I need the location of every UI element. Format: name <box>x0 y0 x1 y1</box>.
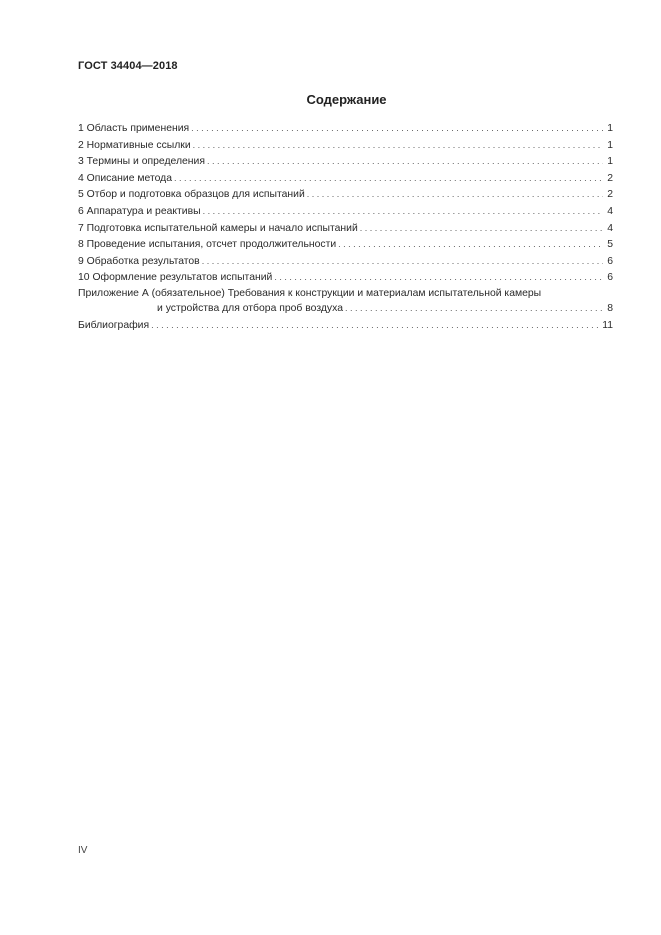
dot-leader <box>202 253 603 270</box>
toc-title: Содержание <box>306 92 387 107</box>
toc-entry-label: 3 Термины и определения <box>78 156 205 168</box>
toc-entry-label: 8 Проведение испытания, отсчет продолжительности <box>78 239 337 251</box>
toc-entry-label: 10 Оформление результатов испытаний <box>78 272 273 284</box>
toc-entry-label: 1 Область применения <box>78 123 190 134</box>
dot-leader <box>203 203 603 220</box>
toc-entry-chamber-preparation[interactable] <box>78 220 613 237</box>
toc-entry-results-processing[interactable] <box>78 253 613 270</box>
toc-entry-page: 8 <box>607 302 613 314</box>
page-number: IV <box>78 845 88 856</box>
toc-entry-scope[interactable] <box>78 120 613 137</box>
toc-entry-apparatus[interactable] <box>78 203 613 220</box>
toc-entry-method[interactable] <box>78 170 613 187</box>
dot-leader <box>151 317 600 334</box>
toc-entry-page: 4 <box>607 222 613 234</box>
toc-entry-label: 4 Описание метода <box>78 172 172 184</box>
toc-entry-appendix-a[interactable] <box>78 286 613 317</box>
toc-entry-test-procedure[interactable] <box>78 236 613 253</box>
toc-entry-normative-references[interactable] <box>78 137 613 154</box>
dot-leader <box>191 120 603 137</box>
toc-entry-label: 2 Нормативные ссылки <box>78 139 191 151</box>
toc-entry-page: 1 <box>607 123 613 134</box>
toc-entry-page: 6 <box>607 255 613 267</box>
toc-entry-results-reporting[interactable] <box>78 269 613 286</box>
toc-entry-page: 1 <box>607 139 613 151</box>
document-code: ГОСТ 34404—2018 <box>78 60 178 72</box>
toc-entry-bibliography[interactable] <box>78 317 613 334</box>
toc-entry-label-continued: и устройства для отбора проб воздуха <box>157 302 343 314</box>
dot-leader <box>307 186 603 203</box>
appendix-second-line <box>78 301 613 317</box>
table-of-contents <box>78 120 613 334</box>
dot-leader <box>207 153 603 170</box>
toc-entry-page: 2 <box>607 189 613 201</box>
toc-entry-page: 11 <box>602 319 613 331</box>
dot-leader <box>345 301 603 316</box>
toc-entry-page: 2 <box>607 172 613 184</box>
toc-entry-label: 6 Аппаратура и реактивы <box>78 205 201 217</box>
dot-leader <box>360 220 603 237</box>
appendix-first-line <box>78 286 613 301</box>
toc-entry-label: Библиография <box>78 319 150 331</box>
dot-leader <box>274 269 603 286</box>
toc-entry-label: 5 Отбор и подготовка образцов для испытаний <box>78 189 305 201</box>
toc-entry-terms[interactable] <box>78 153 613 170</box>
dot-leader <box>338 236 603 253</box>
toc-entry-label: 9 Обработка результатов <box>78 255 200 267</box>
toc-entry-label: Приложение А (обязательное) Требования к конструкции и материалам испытательной камеры <box>78 287 542 299</box>
toc-entry-label: 7 Подготовка испытательной камеры и начало испытаний <box>78 222 358 234</box>
dot-leader <box>174 170 603 187</box>
toc-entry-page: 5 <box>607 239 613 251</box>
toc-entry-sampling[interactable] <box>78 186 613 203</box>
toc-entry-page: 4 <box>607 205 613 217</box>
dot-leader <box>193 137 603 154</box>
toc-entry-page: 1 <box>607 156 613 168</box>
toc-entry-page: 6 <box>607 272 613 284</box>
